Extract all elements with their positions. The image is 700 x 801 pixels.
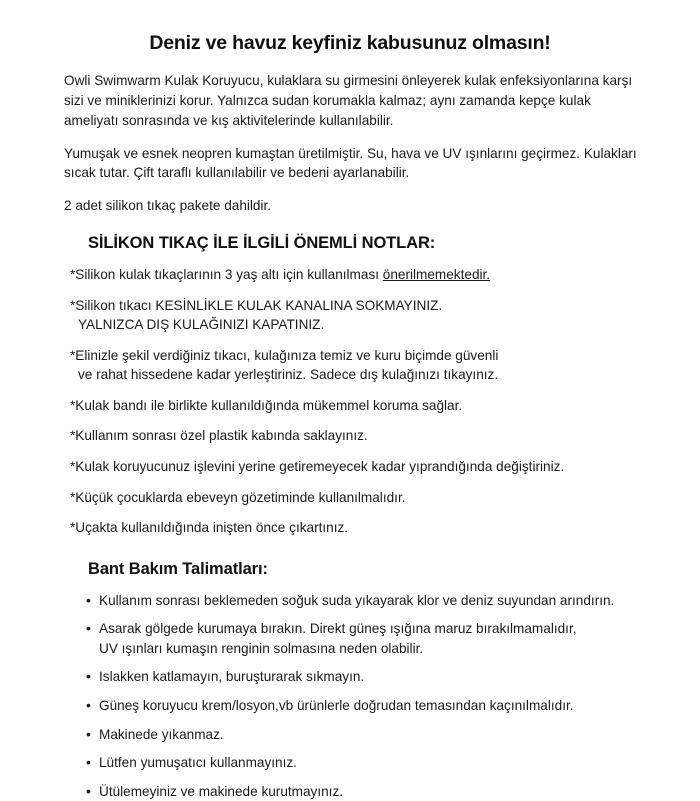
- note-text: *Kullanım sonrası özel plastik kabında saklayınız.: [70, 428, 368, 444]
- list-item-text: Lütfen yumuşatıcı kullanmayınız.: [99, 755, 297, 771]
- note-text-line2: ve rahat hissedene kadar yerleştiriniz. Sadece dış kulağınızı tıkayınız.: [78, 367, 499, 383]
- note-text-line2: YALNIZCA DIŞ KULAĞINIZI KAPATINIZ.: [78, 317, 325, 333]
- section-title-silicone-plugs: SİLİKON TIKAÇ İLE İLGİLİ ÖNEMLİ NOTLAR:: [88, 234, 436, 253]
- list-item: [86, 619, 646, 658]
- intro-paragraph-1: Owli Swimwarm Kulak Koruyucu, kulaklara su girmesini önleyerek kulak enfeksiyonlarına karşı sizi ve miniklerinizi korur. Yalnızca sudan korumakla kalmaz; aynı zamanda kepçe kulak ameliyatı sonrasında ve kış aktivitelerinde kullanılabilir.: [64, 73, 633, 128]
- list-item-text-line2: UV ışınları kumaşın renginin solmasına neden olabilir.: [99, 640, 424, 656]
- note-text: *Elinizle şekil verdiğiniz tıkacı, kulağınıza temiz ve kuru biçimde güvenli: [70, 347, 499, 363]
- note-item: [34, 396, 666, 416]
- care-instructions-list: [34, 591, 666, 801]
- note-item: [34, 426, 666, 446]
- note-text: *Kulak koruyucunuz işlevini yerine getiremeyecek kadar yıprandığında değiştiriniz.: [70, 459, 565, 474]
- list-item-text: Makinede yıkanmaz.: [99, 726, 224, 742]
- section-title-band-care: Bant Bakım Talimatları:: [88, 559, 268, 578]
- note-text: *Silikon tıkacı KESİNLİKLE KULAK KANALINA SOKMAYINIZ.: [70, 297, 443, 313]
- note-text: *Uçakta kullanıldığında inişten önce çıkartınız.: [70, 520, 349, 536]
- list-item-text: Güneş koruyucu krem/losyon,vb ürünlerle doğrudan temasından kaçınılmalıdır.: [99, 697, 574, 713]
- note-item: [34, 346, 666, 385]
- note-item: [34, 518, 666, 538]
- list-item-text: Asarak gölgede kurumaya bırakın. Direkt güneş ışığına maruz bırakılmamalıdır,: [99, 621, 577, 637]
- note-underlined-text: önerilmemektedir.: [382, 267, 491, 283]
- list-item-text: Kullanım sonrası beklemeden soğuk suda yıkayarak klor ve deniz suyundan arındırın.: [99, 592, 615, 608]
- note-item: [34, 457, 666, 477]
- intro-paragraph-3: 2 adet silikon tıkaç pakete dahildir.: [64, 198, 272, 214]
- note-text: *Silikon kulak tıkaçlarının 3 yaş altı için kullanılması: [70, 267, 383, 283]
- list-item-text: Ütülemeyiniz ve makinede kurutmayınız.: [99, 783, 344, 799]
- list-item: [86, 782, 646, 801]
- note-item: [34, 488, 666, 508]
- intro-paragraph-2: Yumuşak ve esnek neopren kumaştan üretilmiştir. Su, hava ve UV ışınlarını geçirmez. Kulakları sıcak tutar. Çift taraflı kullanılabilir ve bedeni ayarlanabilir.: [64, 145, 637, 181]
- list-item: [86, 725, 646, 745]
- note-item: [34, 296, 666, 335]
- list-item: [86, 753, 646, 773]
- note-text: *Kulak bandı ile birlikte kullanıldığında mükemmel koruma sağlar.: [70, 397, 463, 413]
- note-item: [34, 265, 666, 285]
- list-item: [86, 667, 646, 687]
- list-item: [86, 591, 646, 611]
- list-item: [86, 696, 646, 716]
- page-title: Deniz ve havuz keyfiniz kabusunuz olmasın!: [149, 32, 551, 54]
- list-item-text: Islakken katlamayın, buruşturarak sıkmayın.: [99, 669, 365, 685]
- note-text: *Küçük çocuklarda ebeveyn gözetiminde kullanılmalıdır.: [70, 489, 406, 505]
